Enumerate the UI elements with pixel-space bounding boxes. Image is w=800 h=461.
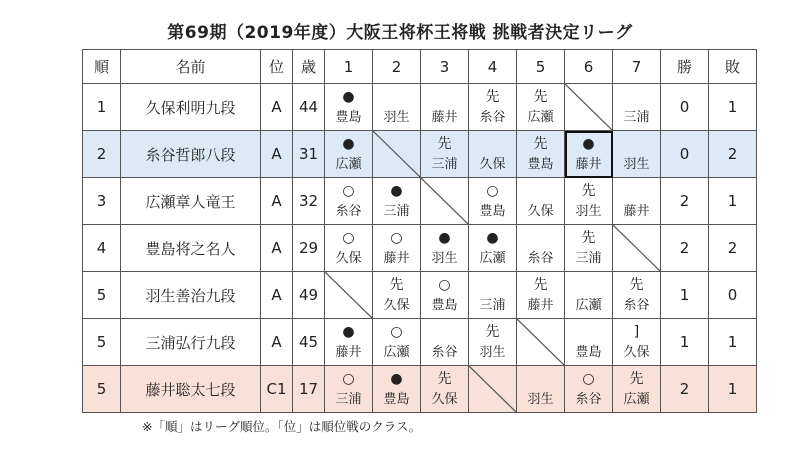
result-mark: ● bbox=[486, 230, 499, 246]
class-cell: A bbox=[261, 131, 293, 178]
losses-cell: 1 bbox=[709, 178, 757, 225]
opponent-name: 三浦 bbox=[575, 251, 602, 266]
header-row bbox=[83, 50, 757, 84]
round-cell bbox=[421, 131, 469, 178]
opponent-name: 藤井 bbox=[383, 251, 410, 266]
opponent-name: 豊島 bbox=[431, 298, 458, 313]
age-cell: 44 bbox=[293, 84, 325, 131]
opponent-name: 豊島 bbox=[575, 345, 602, 360]
round-cell bbox=[325, 178, 373, 225]
bye-cell bbox=[517, 319, 565, 366]
result-mark: ○ bbox=[438, 277, 451, 293]
opponent-name: 藤井 bbox=[575, 157, 602, 172]
page-title: 第69期（2019年度）大阪王将杯王将戦 挑戦者決定リーグ bbox=[167, 23, 633, 43]
class-cell: A bbox=[261, 272, 293, 319]
result-mark: 先 bbox=[485, 324, 500, 340]
table-row bbox=[83, 84, 757, 131]
rank-cell: 5 bbox=[83, 319, 121, 366]
column-header: 7 bbox=[613, 50, 661, 84]
round-cell bbox=[613, 319, 661, 366]
round-cell bbox=[517, 272, 565, 319]
age-cell: 32 bbox=[293, 178, 325, 225]
round-cell bbox=[517, 225, 565, 272]
round-cell bbox=[565, 319, 613, 366]
table-row bbox=[83, 319, 757, 366]
round-cell bbox=[421, 366, 469, 413]
opponent-name: 糸谷 bbox=[527, 251, 554, 266]
player-name: 久保利明九段 bbox=[121, 84, 261, 131]
age-cell: 17 bbox=[293, 366, 325, 413]
table-row bbox=[83, 178, 757, 225]
losses-cell: 1 bbox=[709, 366, 757, 413]
column-header: 3 bbox=[421, 50, 469, 84]
round-cell bbox=[325, 366, 373, 413]
result-mark: ● bbox=[342, 136, 355, 152]
opponent-name: 藤井 bbox=[623, 204, 650, 219]
opponent-name: 糸谷 bbox=[623, 298, 650, 313]
losses-cell: 2 bbox=[709, 131, 757, 178]
result-mark: 先 bbox=[533, 136, 548, 152]
round-cell bbox=[469, 178, 517, 225]
round-cell bbox=[469, 84, 517, 131]
column-header: 位 bbox=[261, 50, 293, 84]
round-cell bbox=[469, 272, 517, 319]
column-header: 順 bbox=[83, 50, 121, 84]
rank-cell: 2 bbox=[83, 131, 121, 178]
opponent-name: 羽生 bbox=[431, 251, 458, 266]
column-header: 1 bbox=[325, 50, 373, 84]
round-cell bbox=[565, 272, 613, 319]
round-cell bbox=[517, 84, 565, 131]
diagonal-line bbox=[325, 272, 372, 318]
opponent-name: 三浦 bbox=[383, 204, 410, 219]
opponent-name: 豊島 bbox=[479, 204, 506, 219]
diagonal-line bbox=[421, 178, 468, 224]
opponent-name: 糸谷 bbox=[575, 392, 602, 407]
opponent-name: 広瀬 bbox=[575, 298, 602, 313]
opponent-name: 羽生 bbox=[479, 345, 506, 360]
round-cell bbox=[325, 131, 373, 178]
column-header: 6 bbox=[565, 50, 613, 84]
round-cell bbox=[373, 366, 421, 413]
opponent-name: 広瀬 bbox=[383, 345, 410, 360]
rank-cell: 5 bbox=[83, 272, 121, 319]
round-cell bbox=[373, 319, 421, 366]
opponent-name: 豊島 bbox=[383, 392, 410, 407]
round-cell bbox=[421, 272, 469, 319]
round-cell bbox=[421, 84, 469, 131]
round-cell bbox=[517, 366, 565, 413]
result-mark: ○ bbox=[342, 183, 355, 199]
column-header: 2 bbox=[373, 50, 421, 84]
round-cell bbox=[469, 131, 517, 178]
age-cell: 49 bbox=[293, 272, 325, 319]
wins-cell: 1 bbox=[661, 272, 709, 319]
round-cell bbox=[325, 84, 373, 131]
round-cell bbox=[613, 272, 661, 319]
wins-cell: 2 bbox=[661, 225, 709, 272]
losses-cell: 1 bbox=[709, 84, 757, 131]
diagonal-line bbox=[517, 319, 564, 365]
wins-cell: 2 bbox=[661, 178, 709, 225]
result-mark: ● bbox=[342, 89, 355, 105]
age-cell: 29 bbox=[293, 225, 325, 272]
league-table bbox=[82, 49, 757, 413]
opponent-name: 久保 bbox=[527, 204, 554, 219]
bye-cell bbox=[469, 366, 517, 413]
wins-cell: 2 bbox=[661, 366, 709, 413]
opponent-name: 三浦 bbox=[431, 157, 458, 172]
round-cell bbox=[325, 319, 373, 366]
column-header: 歳 bbox=[293, 50, 325, 84]
opponent-name: 藤井 bbox=[335, 345, 362, 360]
result-mark: ○ bbox=[342, 371, 355, 387]
result-mark: ○ bbox=[390, 324, 403, 340]
rank-cell: 1 bbox=[83, 84, 121, 131]
bye-cell bbox=[565, 84, 613, 131]
player-name: 糸谷哲郎八段 bbox=[121, 131, 261, 178]
round-cell bbox=[565, 225, 613, 272]
opponent-name: 豊島 bbox=[527, 157, 554, 172]
round-cell bbox=[565, 366, 613, 413]
class-cell: C1 bbox=[261, 366, 293, 413]
footnote: ※「順」はリーグ順位。「位」は順位戦のクラス。 bbox=[142, 419, 422, 434]
wins-cell: 0 bbox=[661, 84, 709, 131]
result-mark: 先 bbox=[581, 230, 596, 246]
rank-cell: 3 bbox=[83, 178, 121, 225]
rank-cell: 4 bbox=[83, 225, 121, 272]
wins-cell: 1 bbox=[661, 319, 709, 366]
round-cell bbox=[325, 225, 373, 272]
result-mark: ● bbox=[390, 183, 403, 199]
round-cell bbox=[469, 319, 517, 366]
result-mark: ○ bbox=[342, 230, 355, 246]
opponent-name: 藤井 bbox=[431, 110, 458, 125]
result-mark: 先 bbox=[581, 183, 596, 199]
result-mark: 先 bbox=[389, 277, 404, 293]
opponent-name: 久保 bbox=[335, 251, 362, 266]
bye-cell bbox=[373, 131, 421, 178]
round-cell bbox=[469, 225, 517, 272]
age-cell: 31 bbox=[293, 131, 325, 178]
opponent-name: 三浦 bbox=[479, 298, 506, 313]
diagonal-line bbox=[373, 131, 420, 177]
round-cell bbox=[373, 272, 421, 319]
class-cell: A bbox=[261, 178, 293, 225]
result-mark: 先 bbox=[629, 277, 644, 293]
class-cell: A bbox=[261, 225, 293, 272]
age-cell: 45 bbox=[293, 319, 325, 366]
opponent-name: 糸谷 bbox=[479, 110, 506, 125]
round-cell bbox=[517, 178, 565, 225]
losses-cell: 0 bbox=[709, 272, 757, 319]
opponent-name: 羽生 bbox=[527, 392, 554, 407]
opponent-name: 豊島 bbox=[335, 110, 362, 125]
player-name: 豊島将之名人 bbox=[121, 225, 261, 272]
player-name: 三浦弘行九段 bbox=[121, 319, 261, 366]
class-cell: A bbox=[261, 84, 293, 131]
table-row bbox=[83, 272, 757, 319]
opponent-name: 広瀬 bbox=[527, 110, 554, 125]
opponent-name: 糸谷 bbox=[335, 204, 362, 219]
player-name: 藤井聡太七段 bbox=[121, 366, 261, 413]
round-cell bbox=[565, 131, 613, 178]
losses-cell: 1 bbox=[709, 319, 757, 366]
result-mark: ○ bbox=[390, 230, 403, 246]
opponent-name: 羽生 bbox=[575, 204, 602, 219]
round-cell bbox=[613, 84, 661, 131]
round-cell bbox=[373, 225, 421, 272]
diagonal-line bbox=[613, 225, 660, 271]
column-header: 4 bbox=[469, 50, 517, 84]
result-mark: 先 bbox=[437, 136, 452, 152]
losses-cell: 2 bbox=[709, 225, 757, 272]
opponent-name: 広瀬 bbox=[335, 157, 362, 172]
result-mark: 先 bbox=[533, 89, 548, 105]
round-cell bbox=[565, 178, 613, 225]
diagonal-line bbox=[565, 84, 612, 130]
bye-cell bbox=[613, 225, 661, 272]
bye-cell bbox=[421, 178, 469, 225]
result-mark: ] bbox=[633, 324, 640, 340]
player-name: 広瀬章人竜王 bbox=[121, 178, 261, 225]
opponent-name: 広瀬 bbox=[479, 251, 506, 266]
table-row bbox=[83, 366, 757, 413]
result-mark: 先 bbox=[437, 371, 452, 387]
rank-cell: 5 bbox=[83, 366, 121, 413]
diagonal-line bbox=[469, 366, 516, 412]
round-cell bbox=[613, 131, 661, 178]
opponent-name: 広瀬 bbox=[623, 392, 650, 407]
result-mark: 先 bbox=[629, 371, 644, 387]
column-header: 敗 bbox=[709, 50, 757, 84]
round-cell bbox=[373, 178, 421, 225]
round-cell bbox=[613, 366, 661, 413]
column-header: 勝 bbox=[661, 50, 709, 84]
class-cell: A bbox=[261, 319, 293, 366]
result-mark: ● bbox=[342, 324, 355, 340]
opponent-name: 羽生 bbox=[383, 110, 410, 125]
round-cell bbox=[613, 178, 661, 225]
wins-cell: 0 bbox=[661, 131, 709, 178]
opponent-name: 藤井 bbox=[527, 298, 554, 313]
round-cell bbox=[421, 225, 469, 272]
opponent-name: 久保 bbox=[623, 345, 650, 360]
bye-cell bbox=[325, 272, 373, 319]
result-mark: 先 bbox=[485, 89, 500, 105]
round-cell bbox=[517, 131, 565, 178]
result-mark: ● bbox=[438, 230, 451, 246]
table-row bbox=[83, 131, 757, 178]
player-name: 羽生善治九段 bbox=[121, 272, 261, 319]
column-header: 5 bbox=[517, 50, 565, 84]
opponent-name: 久保 bbox=[383, 298, 410, 313]
opponent-name: 糸谷 bbox=[431, 345, 458, 360]
opponent-name: 久保 bbox=[431, 392, 458, 407]
result-mark: ○ bbox=[486, 183, 499, 199]
result-mark: 先 bbox=[533, 277, 548, 293]
round-cell bbox=[373, 84, 421, 131]
opponent-name: 三浦 bbox=[623, 110, 650, 125]
result-mark: ● bbox=[582, 136, 595, 152]
column-header: 名前 bbox=[121, 50, 261, 84]
opponent-name: 久保 bbox=[479, 157, 506, 172]
result-mark: ● bbox=[390, 371, 403, 387]
opponent-name: 羽生 bbox=[623, 157, 650, 172]
result-mark: ○ bbox=[582, 371, 595, 387]
round-cell bbox=[421, 319, 469, 366]
table-row bbox=[83, 225, 757, 272]
opponent-name: 三浦 bbox=[335, 392, 362, 407]
